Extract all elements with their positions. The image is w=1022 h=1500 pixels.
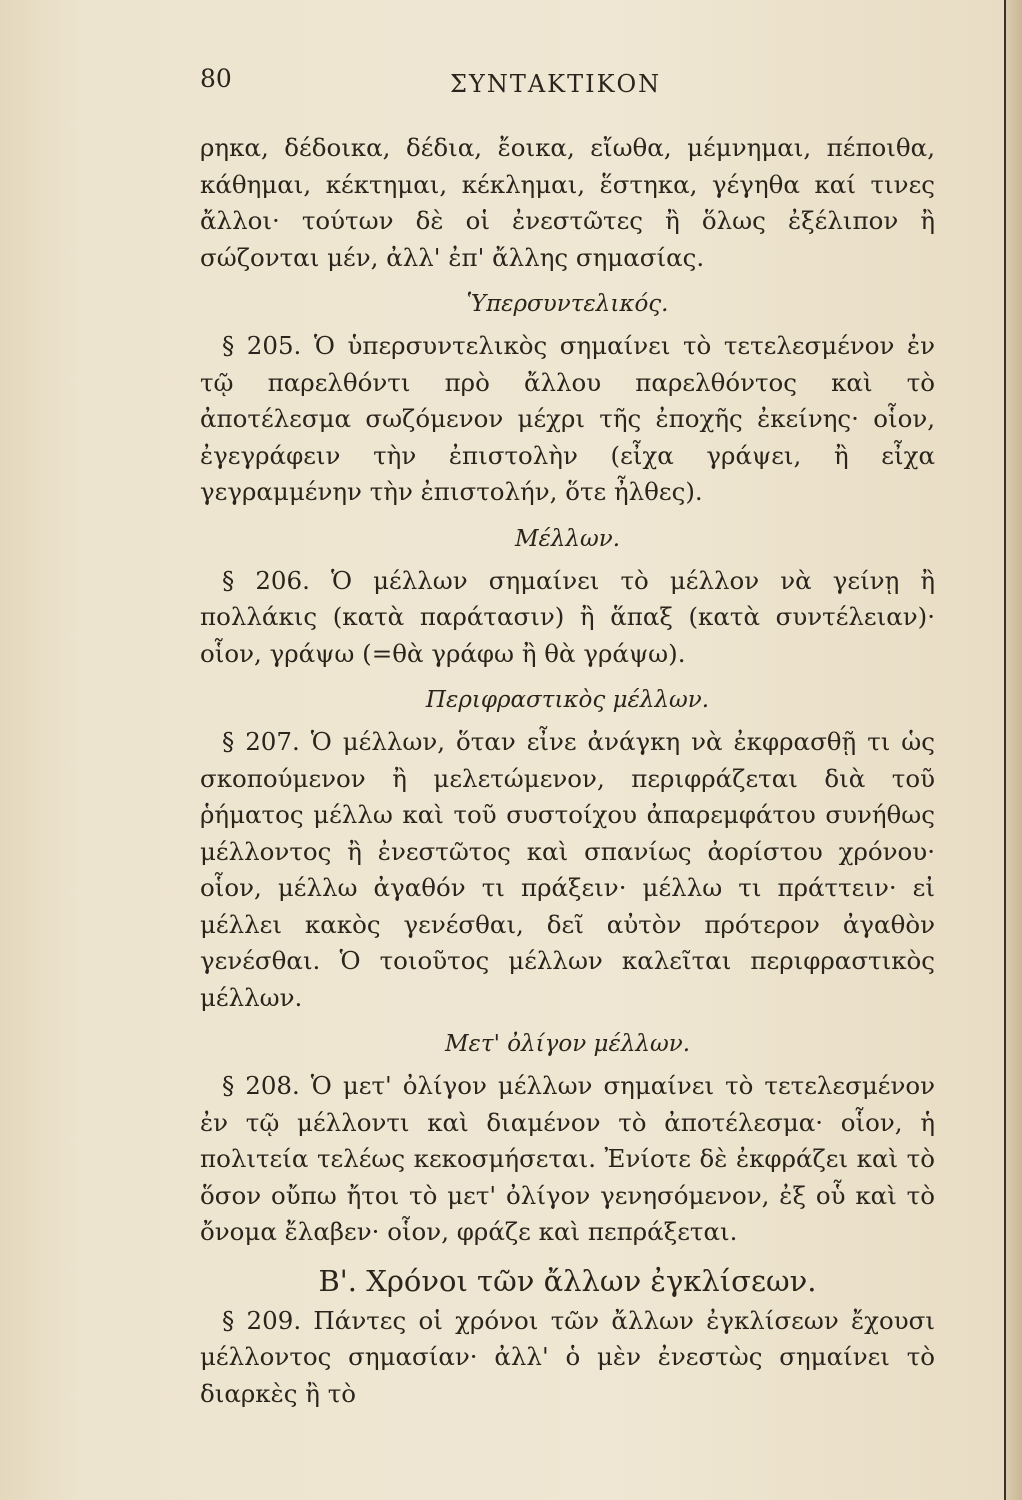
section-heading: Περιφραστικὸς μέλλων. — [425, 687, 710, 713]
section-paragraph — [200, 563, 935, 673]
section-number: § 209. — [222, 1305, 302, 1335]
section-number: § 206. — [222, 565, 310, 595]
intro-paragraph: ρηκα, δέδοικα, δέδια, ἔοικα, εἴωθα, μέμνημαι, πέποιθα, κάθημαι, κέκτημαι, κέκλημαι, ἕστηκα, γέγηθα καί τινες ἄλλοι· τούτων δὲ οἱ ἐνεστῶτες ἢ ὅλως ἐξέλιπον ἢ σώζονται μέν, ἀλλ' ἐπ' ἄλλης σημασίας. — [200, 133, 935, 272]
running-title: ΣΥΝΤΑΚΤΙΚΟΝ — [450, 70, 662, 98]
section-heading: Ὑπερσυντελικός. — [466, 291, 669, 317]
section-text: Ὁ ὑπερσυντελικὸς σημαίνει τὸ τετελεσμένον ἐν τῷ παρελθόντι πρὸ ἄλλου παρελθόντος καὶ τὸ ἀποτέλεσμα σωζόμενον μέχρι τῆς ἐποχῆς ἐκείνης· οἷον, ἐγεγράφειν τὴν ἐπιστολὴν (εἶχα γράψει, ἢ εἶχα γεγραμμένην τὴν ἐπιστολήν, ὅτε ἦλθες). — [200, 331, 935, 506]
page-number: 80 — [200, 64, 232, 93]
section-paragraph — [200, 1068, 935, 1251]
page-edge-shadow — [1006, 0, 1022, 1500]
section-text: Ὁ μέλλων, ὅταν εἶνε ἀνάγκη νὰ ἐκφρασθῇ τι ὡς σκοπούμενον ἢ μελετώμενον, περιφράζεται διὰ τοῦ ῥήματος μέλλω καὶ τοῦ συστοίχου ἀπαρεμφάτου συνήθως μέλλοντος ἢ ἐνεστῶτος καὶ σπανίως ἀορίστου χρόνου· οἷον, μέλλω ἀγαθόν τι πράξειν· μέλλω τι πράττειν· εἰ μέλλει κακὸς γενέσθαι, δεῖ αὐτὸν πρότερον ἀγαθὸν γενέσθαι. Ὁ τοιοῦτος μέλλων καλεῖται περιφραστικὸς μέλλων. — [200, 727, 936, 1012]
body-text — [200, 130, 935, 1412]
section-heading: Μετ' ὀλίγον μέλλων. — [444, 1031, 691, 1057]
section-number: § 207. — [222, 727, 300, 756]
section-text: Ὁ μέλλων σημαίνει τὸ μέλλον νὰ γείνῃ ἢ πολλάκις (κατὰ παράτασιν) ἢ ἅπαξ (κατὰ συντέλειαν)· οἷον, γράψω (=θὰ γράφω ἢ θὰ γράψω). — [200, 565, 936, 668]
chapter-heading: Β'. Χρόνοι τῶν ἄλλων ἐγκλίσεων. — [318, 1263, 817, 1298]
section-text: Πάντες οἱ χρόνοι τῶν ἄλλων ἐγκλίσεων ἔχουσι μέλλοντος σημασίαν· ἀλλ' ὁ μὲν ἐνεστὼς σημαίνει τὸ διαρκὲς ἢ τὸ — [200, 1305, 935, 1408]
section-number: § 205. — [222, 331, 302, 360]
page-header — [200, 64, 950, 104]
section-heading: Μέλλων. — [514, 525, 621, 552]
section-paragraph — [200, 724, 935, 1016]
section-text: Ὁ μετ' ὀλίγον μέλλων σημαίνει τὸ τετελεσμένον ἐν τῷ μέλλοντι καὶ διαμένον τὸ ἀποτέλεσμα· οἷον, ἡ πολιτεία τελέως κεκοσμήσεται. Ἐνίοτε δὲ ἐκφράζει καὶ τὸ ὅσον οὔπω ἤτοι τὸ μετ' ὀλίγον γενησόμενον, ἐξ οὗ καὶ τὸ ὄνομα ἔλαβεν· οἷον, φράζε καὶ πεπράξεται. — [200, 1071, 935, 1246]
section-paragraph — [200, 328, 935, 511]
section-paragraph — [200, 1303, 935, 1413]
section-number: § 208. — [222, 1071, 300, 1100]
